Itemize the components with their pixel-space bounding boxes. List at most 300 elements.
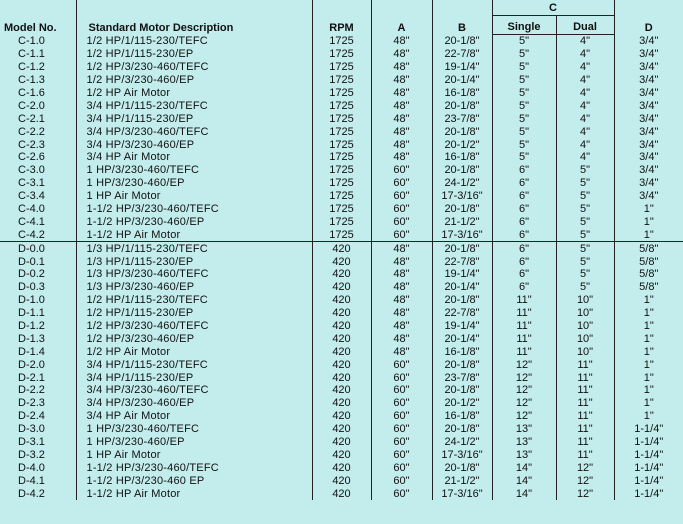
cell-model: D-4.2 [0,487,76,500]
cell-c-dual: 12" [556,461,614,474]
cell-description: 1/3 HP/3/230-460/EP [76,281,312,294]
table-body [0,35,683,501]
cell-d: 1" [643,371,654,384]
cell-c-dual: 11" [556,436,614,449]
cell-c-single: 6" [492,242,556,255]
cell-model: D-1.2 [0,320,76,333]
cell-model: D-1.1 [0,307,76,320]
cell-c-dual: 5" [556,228,614,241]
cell-b: 24-1/2" [432,436,492,449]
cell-description: 1/2 HP/1/115-230/EP [76,48,312,61]
cell-a: 48" [371,35,432,48]
cell-rpm: 420 [312,281,371,294]
cell-model: D-2.4 [0,410,76,423]
cell-d: 3/4" [639,125,659,138]
table-row [0,474,683,487]
cell-c-dual: 11" [556,410,614,423]
cell-c-single: 13" [492,423,556,436]
cell-d: 3/4" [639,48,659,61]
cell-rpm: 420 [312,242,371,255]
cell-c-single: 5" [492,48,556,61]
cell-model: C-2.2 [0,125,76,138]
cell-c-single: 11" [492,345,556,358]
cell-c-dual: 5" [556,281,614,294]
cell-b: 16-1/8" [432,151,492,164]
cell-b: 20-1/4" [432,281,492,294]
cell-rpm: 1725 [312,138,371,151]
cell-rpm: 420 [312,423,371,436]
cell-c-dual: 10" [556,320,614,333]
cell-c-dual: 4" [556,151,614,164]
cell-c-dual: 4" [556,125,614,138]
cell-c-dual: 12" [556,487,614,500]
cell-model: D-2.1 [0,371,76,384]
cell-a: 48" [371,268,432,281]
cell-d: 5/8" [639,255,659,268]
cell-model: C-3.4 [0,190,76,203]
cell-b: 20-1/4" [432,332,492,345]
cell-rpm: 1725 [312,48,371,61]
cell-description: 1-1/2 HP Air Motor [76,487,312,500]
cell-c-dual: 11" [556,358,614,371]
table-row [0,358,683,371]
cell-a: 48" [371,294,432,307]
cell-model: D-0.1 [0,255,76,268]
cell-description: 3/4 HP/3/230-460/EP [76,138,312,151]
table-row [0,203,683,216]
cell-model: D-0.3 [0,281,76,294]
cell-d: 5/8" [639,281,659,294]
cell-b: 20-1/2" [432,138,492,151]
cell-c-single: 11" [492,294,556,307]
cell-model: D-4.1 [0,474,76,487]
cell-c-single: 5" [492,151,556,164]
cell-c-single: 6" [492,190,556,203]
cell-b: 17-3/16" [432,190,492,203]
cell-a: 48" [371,61,432,74]
cell-model: D-2.0 [0,358,76,371]
cell-c-single: 11" [492,332,556,345]
cell-description: 1/2 HP/3/230-460/TEFC [76,61,312,74]
cell-a: 60" [371,177,432,190]
cell-b: 20-1/8" [432,358,492,371]
cell-d: 1" [643,384,654,397]
cell-rpm: 420 [312,345,371,358]
cell-a: 48" [371,87,432,100]
table-row [0,384,683,397]
cell-model: C-1.0 [0,35,76,48]
cell-description: 1 HP Air Motor [76,190,312,203]
cell-rpm: 1725 [312,203,371,216]
cell-model: C-4.2 [0,228,76,241]
cell-d: 1" [643,320,654,333]
cell-c-dual: 11" [556,384,614,397]
cell-d: 3/4" [639,138,659,151]
cell-rpm: 420 [312,474,371,487]
cell-c-dual: 4" [556,138,614,151]
cell-a: 48" [371,138,432,151]
cell-description: 3/4 HP/1/115-230/TEFC [76,99,312,112]
cell-rpm: 420 [312,436,371,449]
cell-rpm: 1725 [312,177,371,190]
cell-c-single: 14" [492,461,556,474]
cell-description: 1 HP/3/230-460/EP [76,436,312,449]
table-row [0,35,683,48]
cell-rpm: 420 [312,255,371,268]
cell-b: 20-1/8" [432,164,492,177]
cell-a: 60" [371,449,432,462]
cell-d: 1" [643,358,654,371]
cell-b: 16-1/8" [432,410,492,423]
cell-d: 5/8" [614,242,683,255]
table-row [0,487,683,500]
cell-d: 3/4" [639,99,659,112]
cell-a: 48" [371,332,432,345]
cell-b: 20-1/8" [432,99,492,112]
cell-a: 60" [371,384,432,397]
cell-b: 20-1/8" [432,461,492,474]
cell-a: 60" [371,228,432,241]
cell-b: 20-1/8" [432,35,492,48]
cell-model: C-1.6 [0,87,76,100]
cell-a: 48" [371,255,432,268]
table-row [0,307,683,320]
cell-description: 1/2 HP/3/230-460/EP [76,332,312,345]
cell-description: 1/2 HP/1/115-230/TEFC [76,35,312,48]
cell-c-dual: 4" [556,74,614,87]
cell-c-dual: 4" [556,48,614,61]
cell-c-dual: 5" [556,177,614,190]
table-row [0,461,683,474]
cell-a: 48" [371,307,432,320]
cell-c-dual: 4" [556,99,614,112]
cell-b: 20-1/8" [432,294,492,307]
cell-a: 48" [371,345,432,358]
table-row [0,281,683,294]
cell-description: 1 HP/3/230-460/EP [76,177,312,190]
cell-rpm: 1725 [312,74,371,87]
table-row [0,449,683,462]
cell-c-single: 6" [492,164,556,177]
cell-c-dual: 11" [556,397,614,410]
table-row [0,190,683,203]
cell-rpm: 420 [312,294,371,307]
cell-description: 1-1/2 HP/3/230-460/TEFC [76,461,312,474]
cell-model: D-3.2 [0,449,76,462]
cell-c-single: 5" [492,87,556,100]
cell-rpm: 420 [312,487,371,500]
table-row [0,332,683,345]
cell-description: 1 HP Air Motor [76,449,312,462]
cell-model: D-2.2 [0,384,76,397]
cell-description: 1/2 HP/3/230-460/TEFC [76,320,312,333]
cell-rpm: 420 [312,371,371,384]
cell-c-dual: 5" [556,268,614,281]
cell-c-dual: 5" [556,242,614,255]
cell-d: 5/8" [639,268,659,281]
cell-c-single: 14" [492,474,556,487]
cell-description: 3/4 HP/1/115-230/EP [76,112,312,125]
cell-a: 60" [371,203,432,216]
cell-b: 20-1/8" [432,125,492,138]
cell-rpm: 1725 [312,125,371,138]
cell-c-single: 5" [492,35,556,48]
cell-c-single: 5" [492,138,556,151]
cell-rpm: 420 [312,307,371,320]
cell-b: 20-1/2" [432,397,492,410]
header-c-dual: Dual [556,16,614,35]
cell-model: C-4.1 [0,215,76,228]
table-row [0,151,683,164]
cell-d: 1" [643,397,654,410]
cell-d: 1" [643,307,654,320]
cell-d: 1" [643,203,654,216]
cell-d: 1-1/4" [634,487,664,500]
cell-a: 60" [371,397,432,410]
cell-d: 1" [643,215,654,228]
cell-c-single: 5" [492,74,556,87]
table-row [0,436,683,449]
cell-b: 20-1/8" [432,384,492,397]
cell-a: 60" [371,487,432,500]
cell-c-dual: 10" [556,307,614,320]
header-b: B [432,0,492,35]
cell-d: 1-1/4" [634,436,664,449]
cell-model: D-1.3 [0,332,76,345]
cell-a: 48" [371,48,432,61]
table-row [0,268,683,281]
cell-description: 1/2 HP/1/115-230/TEFC [76,294,312,307]
cell-d: 3/4" [639,74,659,87]
cell-rpm: 420 [312,358,371,371]
table-row [0,87,683,100]
cell-description: 1-1/2 HP/3/230-460/EP [76,215,312,228]
table-row [0,345,683,358]
cell-d: 3/4" [639,151,659,164]
cell-d: 3/4" [639,61,659,74]
cell-b: 20-1/8" [432,423,492,436]
cell-c-single: 5" [492,61,556,74]
cell-description: 3/4 HP/1/115-230/TEFC [76,358,312,371]
cell-d: 3/4" [639,164,659,177]
cell-d: 1-1/4" [634,461,664,474]
header-c: C [492,0,614,16]
cell-d: 1" [643,332,654,345]
cell-model: C-2.6 [0,151,76,164]
table-row [0,423,683,436]
cell-c-dual: 4" [556,112,614,125]
table-row [0,99,683,112]
cell-description: 1/3 HP/1/115-230/EP [76,255,312,268]
cell-rpm: 1725 [312,61,371,74]
cell-description: 3/4 HP/3/230-460/TEFC [76,125,312,138]
cell-model: C-3.1 [0,177,76,190]
cell-description: 1-1/2 HP/3/230-460/TEFC [76,203,312,216]
table-row [0,371,683,384]
cell-model: D-1.4 [0,345,76,358]
cell-c-single: 13" [492,436,556,449]
cell-a: 60" [371,474,432,487]
cell-c-single: 5" [492,99,556,112]
cell-c-single: 6" [492,255,556,268]
cell-description: 1-1/2 HP/3/230-460 EP [76,474,312,487]
cell-c-dual: 4" [556,87,614,100]
cell-model: C-1.3 [0,74,76,87]
cell-description: 3/4 HP/1/115-230/EP [76,371,312,384]
cell-d: 3/4" [639,35,659,48]
table-row [0,228,683,241]
cell-d: 1-1/4" [634,448,664,461]
cell-d: 3/4" [639,87,659,99]
cell-d: 1" [643,345,654,358]
cell-c-single: 5" [492,112,556,125]
cell-model: C-2.3 [0,138,76,151]
table-row [0,112,683,125]
header-rpm: RPM [312,0,371,35]
table-row [0,48,683,61]
cell-c-dual: 10" [556,332,614,345]
cell-model: D-1.0 [0,294,76,307]
cell-a: 48" [371,112,432,125]
cell-rpm: 1725 [312,190,371,203]
cell-c-single: 13" [492,449,556,462]
cell-a: 48" [371,99,432,112]
header-description: Standard Motor Description [76,0,312,35]
table-header [0,0,683,35]
cell-model: C-4.0 [0,203,76,216]
cell-a: 60" [371,423,432,436]
cell-b: 17-3/16" [432,449,492,462]
cell-rpm: 1725 [312,151,371,164]
cell-c-single: 14" [492,487,556,500]
cell-c-dual: 10" [556,294,614,307]
cell-c-dual: 5" [556,203,614,216]
cell-a: 60" [371,371,432,384]
cell-a: 60" [371,436,432,449]
table-row [0,410,683,423]
cell-b: 19-1/4" [432,268,492,281]
cell-d: 3/4" [639,112,659,125]
cell-b: 24-1/2" [432,177,492,190]
cell-description: 1/2 HP/1/115-230/EP [76,307,312,320]
cell-b: 17-3/16" [432,228,492,241]
cell-c-dual: 11" [556,371,614,384]
cell-d: 1-1/4" [634,423,664,436]
cell-b: 16-1/8" [432,345,492,358]
cell-c-dual: 10" [556,345,614,358]
cell-b: 16-1/8" [432,87,492,100]
cell-a: 60" [371,215,432,228]
cell-c-single: 6" [492,281,556,294]
cell-rpm: 420 [312,268,371,281]
cell-d: 3/4" [639,177,659,190]
cell-description: 1/2 HP/3/230-460/EP [76,74,312,87]
table-row [0,138,683,151]
table-row [0,164,683,177]
cell-a: 48" [371,151,432,164]
table-row [0,125,683,138]
table-row [0,320,683,333]
cell-a: 60" [371,164,432,177]
cell-c-dual: 12" [556,474,614,487]
cell-b: 17-3/16" [432,487,492,500]
cell-model: D-4.0 [0,461,76,474]
cell-c-dual: 11" [556,449,614,462]
cell-rpm: 1725 [312,35,371,48]
cell-d: 3/4" [639,190,659,203]
cell-rpm: 420 [312,332,371,345]
cell-description: 1/2 HP Air Motor [76,87,312,100]
cell-d: 1" [643,294,654,307]
cell-model: C-2.0 [0,99,76,112]
cell-b: 23-7/8" [432,112,492,125]
cell-c-single: 12" [492,397,556,410]
cell-model: C-1.2 [0,61,76,74]
cell-description: 1/3 HP/1/115-230/TEFC [76,242,312,255]
cell-c-single: 11" [492,320,556,333]
cell-description: 3/4 HP/3/230-460/TEFC [76,384,312,397]
table-row [0,294,683,307]
cell-description: 1/3 HP/3/230-460/TEFC [76,268,312,281]
cell-rpm: 1725 [312,87,371,100]
cell-c-dual: 5" [556,255,614,268]
cell-b: 20-1/8" [432,242,492,255]
cell-c-single: 6" [492,228,556,241]
cell-b: 21-1/2" [432,215,492,228]
cell-rpm: 1725 [312,99,371,112]
cell-b: 22-7/8" [432,307,492,320]
cell-description: 1/2 HP Air Motor [76,345,312,358]
cell-description: 1 HP/3/230-460/TEFC [76,423,312,436]
cell-c-dual: 4" [556,61,614,74]
cell-model: D-2.3 [0,397,76,410]
cell-b: 20-1/8" [432,203,492,216]
cell-model: C-3.0 [0,164,76,177]
table-row [0,74,683,87]
cell-c-single: 6" [492,177,556,190]
cell-c-single: 6" [492,268,556,281]
cell-rpm: 420 [312,410,371,423]
cell-c-dual: 5" [556,190,614,203]
cell-b: 21-1/2" [432,474,492,487]
cell-b: 22-7/8" [432,255,492,268]
cell-rpm: 420 [312,397,371,410]
cell-c-dual: 5" [556,164,614,177]
cell-c-single: 6" [492,215,556,228]
cell-description: 3/4 HP/3/230-460/EP [76,397,312,410]
cell-c-dual: 5" [556,215,614,228]
cell-a: 60" [371,410,432,423]
cell-c-dual: 4" [556,35,614,48]
cell-rpm: 1725 [312,112,371,125]
cell-model: C-1.1 [0,48,76,61]
cell-b: 19-1/4" [432,320,492,333]
table-row [0,215,683,228]
cell-rpm: 420 [312,384,371,397]
cell-d: 1" [643,228,654,241]
cell-model: D-3.0 [0,423,76,436]
cell-rpm: 420 [312,461,371,474]
cell-rpm: 420 [312,320,371,333]
cell-rpm: 1725 [312,164,371,177]
cell-b: 20-1/4" [432,74,492,87]
cell-description: 1 HP/3/230-460/TEFC [76,164,312,177]
cell-rpm: 1725 [312,228,371,241]
table-row [0,242,683,255]
cell-a: 48" [371,242,432,255]
header-c-single: Single [492,16,556,35]
cell-c-single: 12" [492,384,556,397]
